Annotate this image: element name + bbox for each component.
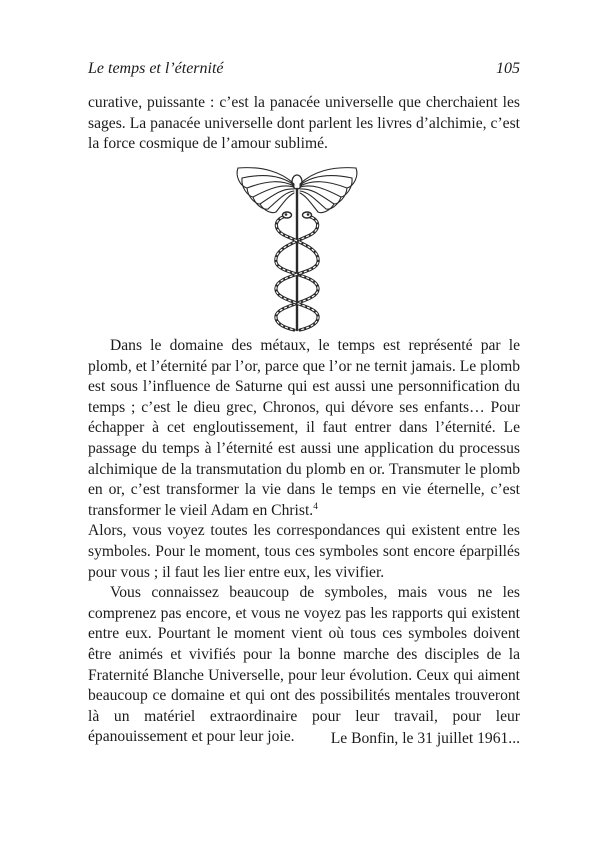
footnote-reference: 4 (313, 501, 318, 512)
paragraph-text: Dans le domaine des métaux, le temps est représenté par le plomb, et l’éternité par l’or, parce que l’or ne ternit jamais. Le plomb est sous l’influence de Saturne qui est aussi une personnification du temps ; c’est le dieu grec, Chronos, qui dévore ses enfants… Pour échapper à cet engloutissement, il faut entrer dans l’éternité. Le passage du temps à l’éternité est aussi une application du processus alchimique de la transmutation du plomb en or. Transmuter le plomb en or, c’est transformer la vie dans le temps en vie éternelle, c’est transformer le vieil Adam en Christ. (88, 337, 520, 519)
symbols-paragraph: Vous connaissez beaucoup de symboles, mais vous ne les comprenez pas encore, et vous ne voyez pas les rapports qui existent entre eux. Pourtant le moment vient où tous ces symboles doivent être animés et vivifiés pour la bonne marche des disciples de la Fraternité Blanche Universelle, pour leur évolution. Ceux qui aiment beaucoup ce domaine et qui ont des possibilités mentales trouveront là un matériel extraordinaire pour leur travail, pour leur épanouissement et pour leur joie. (88, 584, 520, 746)
continuation-paragraph (88, 93, 520, 155)
page-number: 105 (496, 60, 520, 77)
paragraph-text: curative, puissante : c’est la panacée universelle que cherchaient les sages. La panacée universelle dont parlent les livres d’alchimie, c’est la force cosmique de l’amour sublimé. (88, 94, 520, 153)
page-header (88, 60, 520, 82)
main-text (88, 336, 520, 748)
caduceus-icon (232, 158, 362, 338)
running-title: Le temps et l’éternité (88, 60, 224, 77)
metals-paragraph (88, 336, 520, 521)
signature-line: Le Bonfin, le 31 juillet 1961... (330, 730, 520, 747)
metals-paragraph-continued: Alors, vous voyez toutes les correspondances qui existent entre les symboles. Pour le moment, tous ces symboles sont encore éparpillés pour vous ; il faut les lier entre eux, les vivifier. (88, 522, 520, 581)
